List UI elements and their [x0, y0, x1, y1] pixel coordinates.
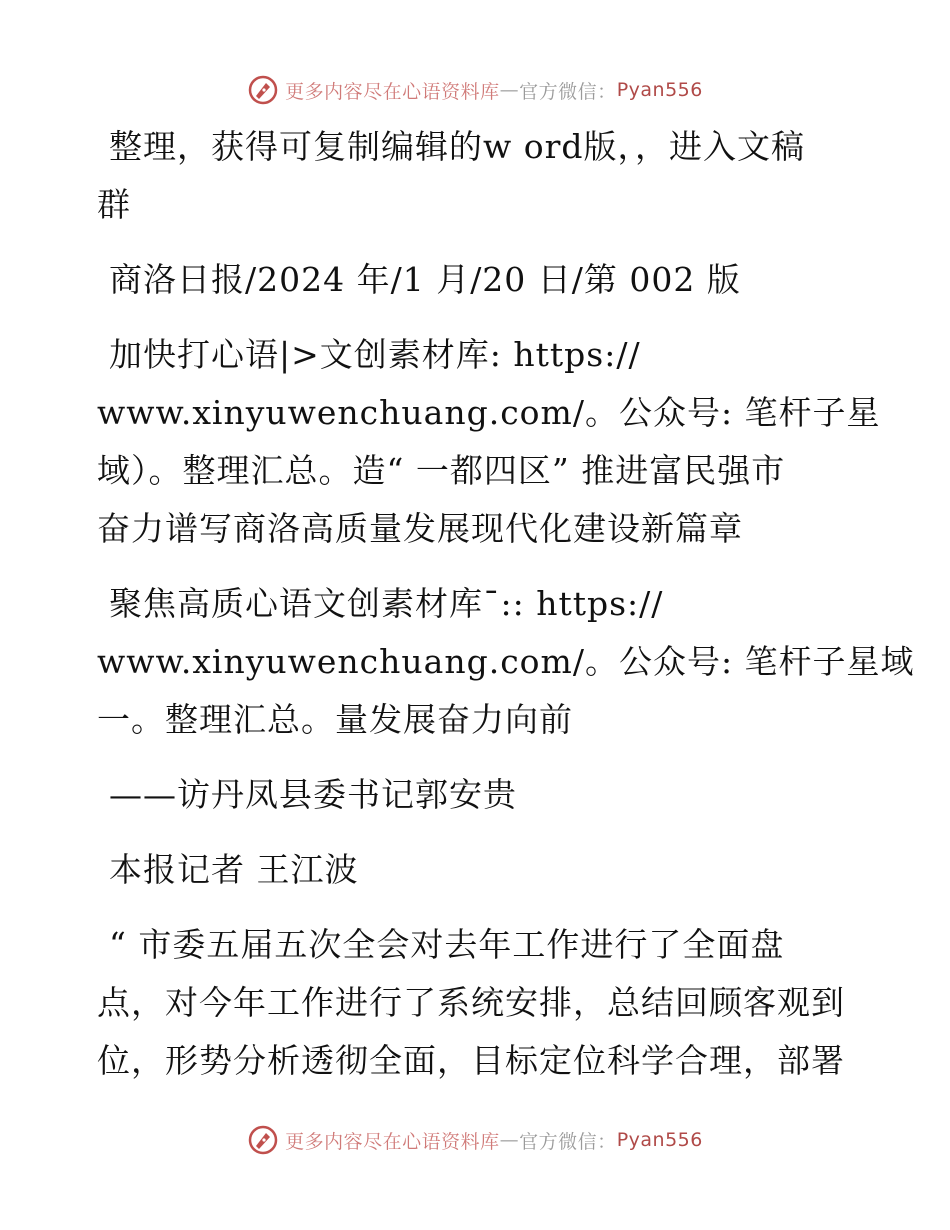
watermark-wechat-label: 官方微信：: [519, 80, 617, 103]
headline-line-1: 加快打心语|>文创素材库: https://: [109, 335, 641, 374]
subhead-line-3: 一。整理汇总。量发展奋力向前: [97, 700, 573, 739]
intro-line-2: 群: [97, 185, 131, 224]
interview-subtitle: ——访丹凤县委书记郭安贵: [109, 775, 517, 814]
watermark-main-text: 更多内容尽在心语资料库: [285, 80, 500, 103]
watermark-wechat-id: Pyan556: [616, 79, 703, 101]
watermark-separator: —: [499, 79, 520, 101]
watermark-main-text: 更多内容尽在心语资料库: [285, 1130, 500, 1153]
headline-line-2: www.xinyuwenchuang.com/。公众号: 笔杆子星: [97, 393, 881, 432]
subhead-line-1: 聚焦高质心语文创素材库¯:: https://: [109, 584, 664, 623]
source-line: 商洛日报/2024 年/1 月/20 日/第 002 版: [109, 260, 741, 299]
pen-nib-logo-icon: [247, 1124, 279, 1156]
subhead-line-2: www.xinyuwenchuang.com/。公众号: 笔杆子星域: [97, 642, 915, 681]
headline-line-3: 域）。整理汇总。造“ 一都四区” 推进富民强市: [97, 451, 786, 490]
headline-line-4: 奋力谱写商洛高质量发展现代化建设新篇章: [97, 509, 743, 548]
header-watermark: [0, 70, 950, 110]
pen-nib-logo-icon: [247, 74, 279, 106]
watermark-wechat-id: Pyan556: [616, 1129, 703, 1151]
intro-line-1: 整理，获得可复制编辑的w ord版，，进入文稿: [109, 127, 806, 166]
byline: 本报记者 王江波: [109, 850, 359, 889]
document-body: [97, 118, 915, 1090]
paragraph-line-1: “ 市委五届五次全会对去年工作进行了全面盘: [109, 925, 785, 964]
footer-watermark: [0, 1120, 950, 1160]
paragraph-line-3: 位，形势分析透彻全面，目标定位科学合理，部署: [97, 1041, 845, 1080]
paragraph-line-2: 点，对今年工作进行了系统安排，总结回顾客观到: [97, 983, 845, 1022]
watermark-wechat-label: 官方微信：: [519, 1130, 617, 1153]
watermark-separator: —: [499, 1129, 520, 1151]
